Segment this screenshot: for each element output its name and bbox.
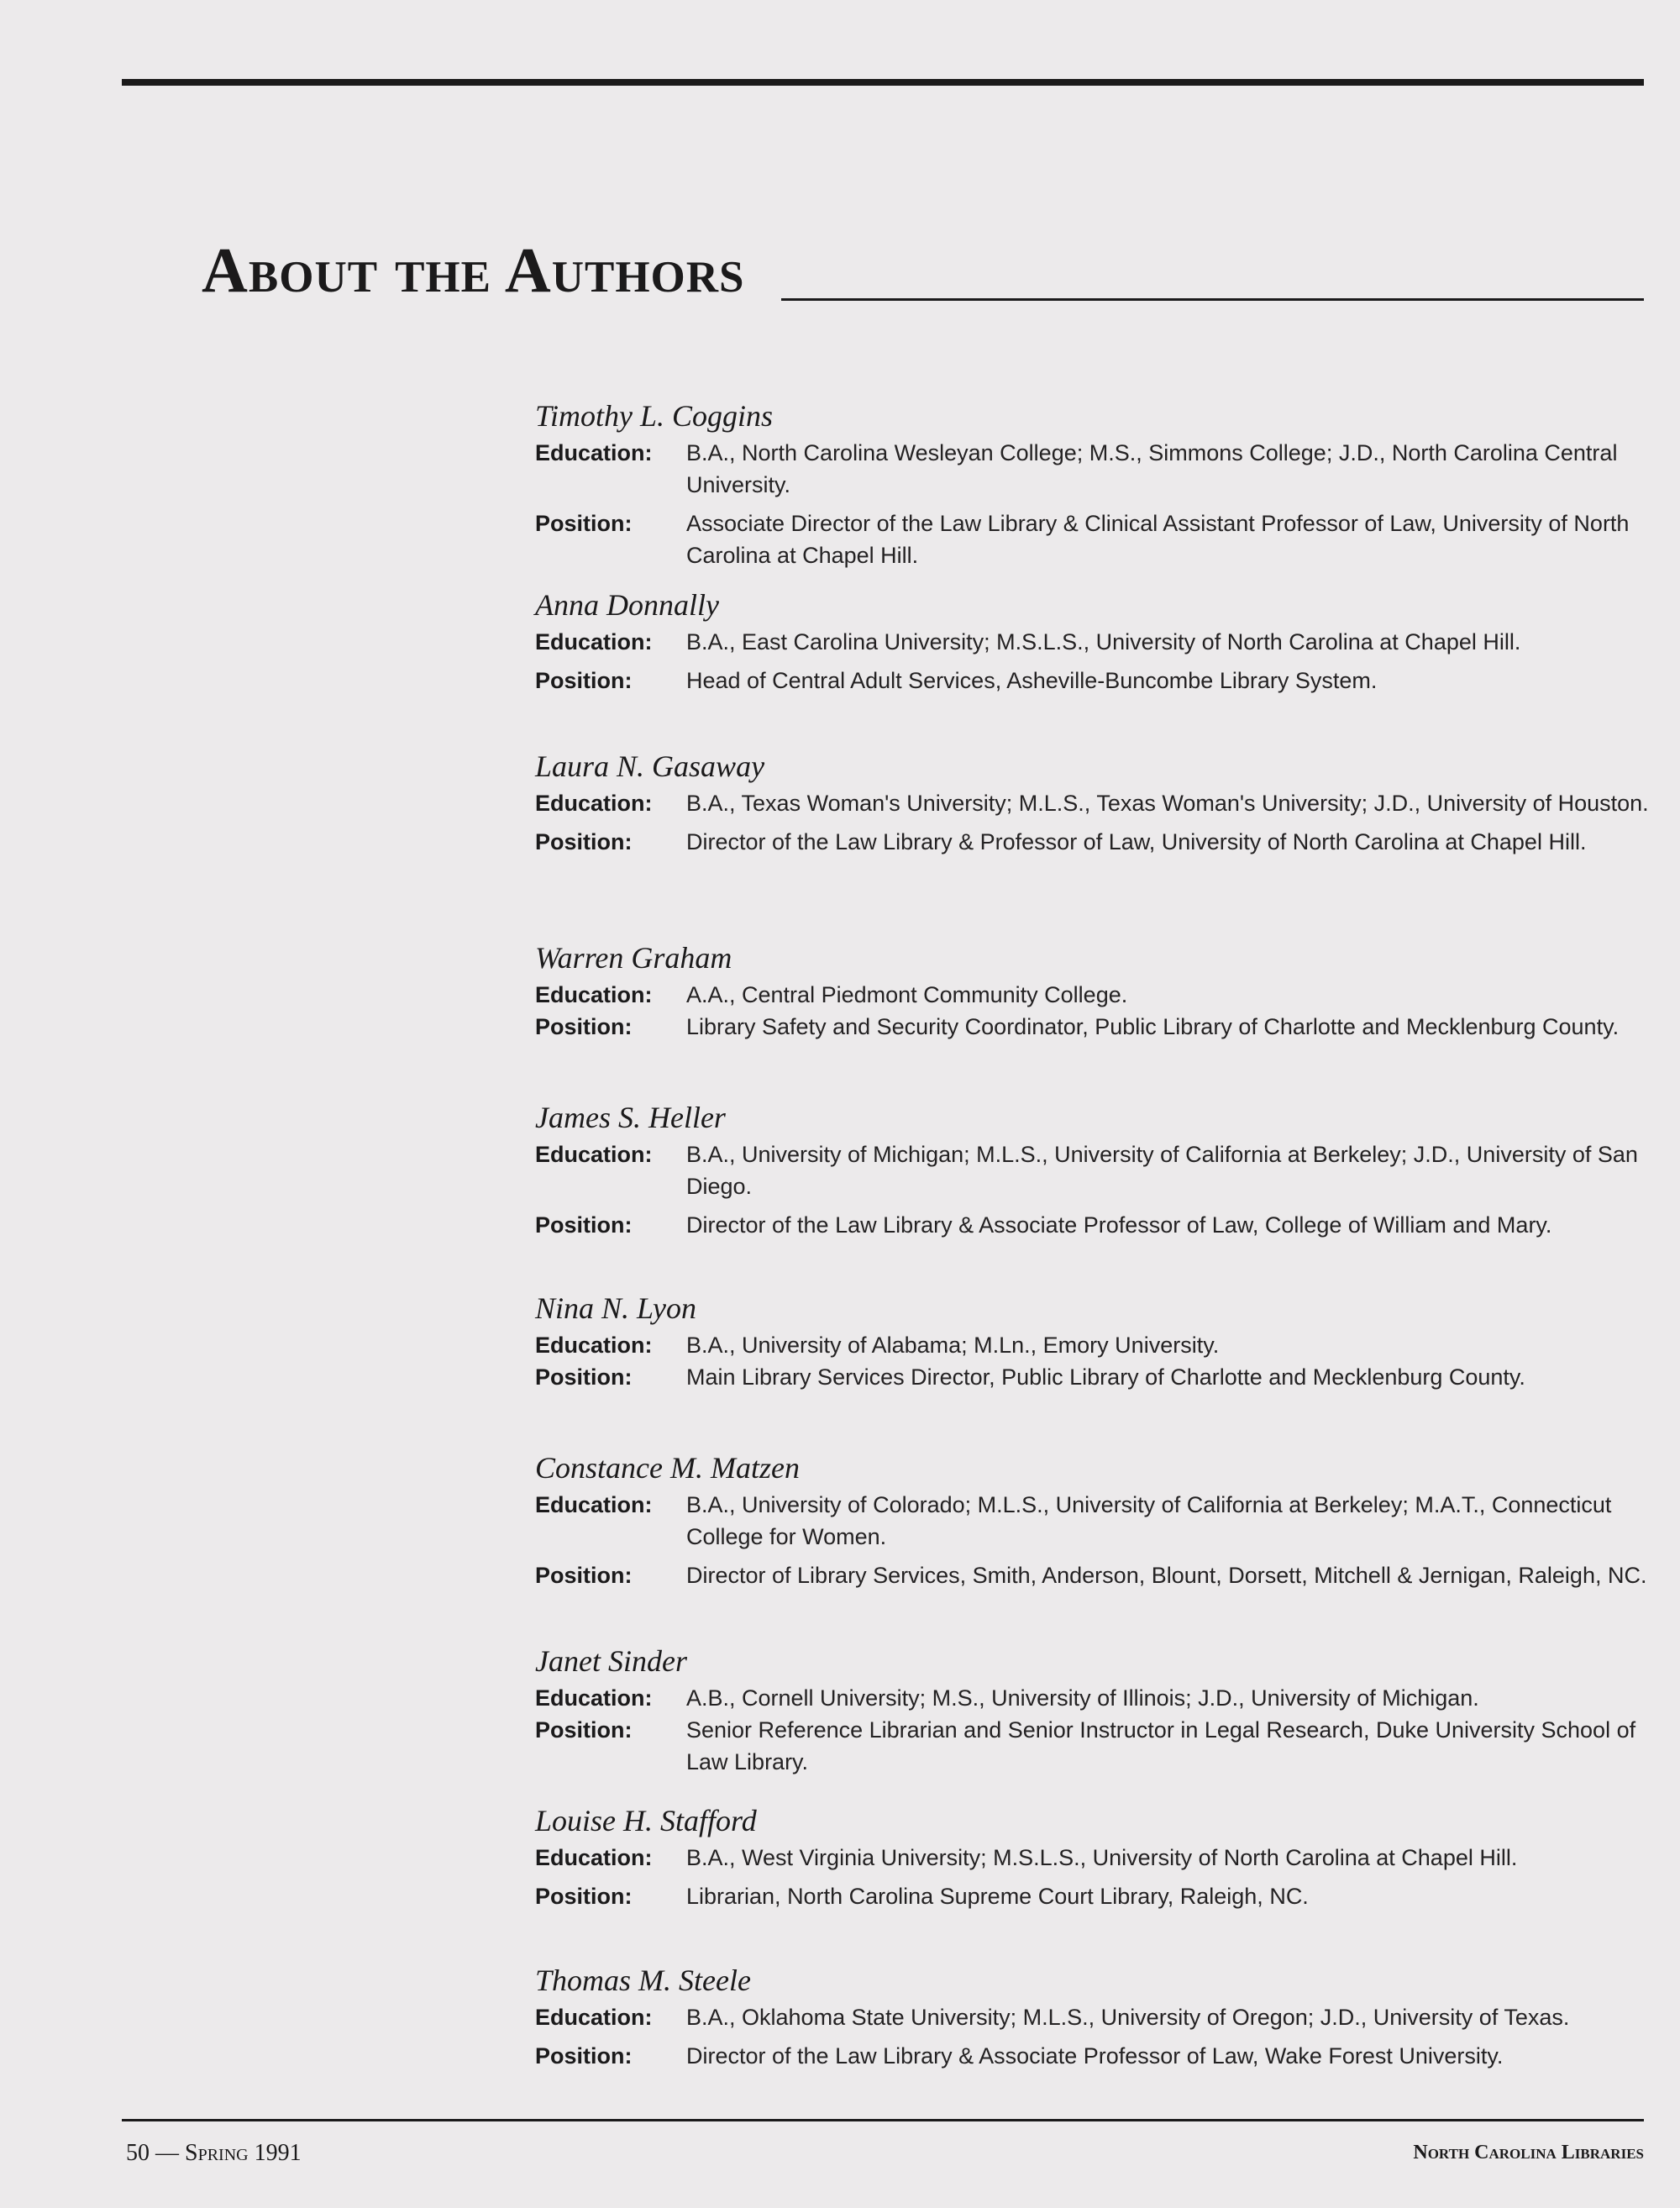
education-value: A.B., Cornell University; M.S., University of Illinois; J.D., University of Michigan. — [686, 1685, 1479, 1711]
education-row — [535, 787, 1649, 819]
education-row — [535, 1138, 1652, 1202]
author-name: Anna Donnally — [535, 588, 719, 622]
position-label: Position: — [535, 2043, 633, 2069]
education-row — [535, 1489, 1652, 1553]
position-label: Position: — [535, 1884, 633, 1909]
author-entry — [535, 584, 1520, 697]
position-value: Librarian, North Carolina Supreme Court Library, Raleigh, NC. — [686, 1884, 1309, 1909]
education-label: Education: — [535, 2005, 653, 2030]
bottom-rule — [122, 2119, 1644, 2121]
education-label: Education: — [535, 1685, 653, 1711]
position-label: Position: — [535, 668, 633, 693]
education-value: B.A., Oklahoma State University; M.L.S., University of Oregon; J.D., University of Texas. — [686, 2005, 1570, 2030]
author-name: Louise H. Stafford — [535, 1804, 757, 1837]
education-value: B.A., West Virginia University; M.S.L.S., University of North Carolina at Chapel Hill. — [686, 1845, 1518, 1870]
publication-name: North Carolina Libraries — [1413, 2142, 1644, 2163]
education-label: Education: — [535, 440, 653, 465]
position-label: Position: — [535, 829, 633, 854]
education-value: B.A., University of Colorado; M.L.S., University of California at Berkeley; M.A.T., Connecticut College for Women. — [686, 1492, 1612, 1549]
education-label: Education: — [535, 629, 653, 655]
education-row — [535, 1842, 1517, 1874]
position-label: Position: — [535, 1563, 633, 1588]
education-label: Education: — [535, 982, 653, 1007]
education-value: B.A., North Carolina Wesleyan College; M.S., Simmons College; J.D., North Carolina Central University. — [686, 440, 1618, 497]
author-entry — [535, 1640, 1652, 1778]
position-row — [535, 507, 1652, 571]
position-label: Position: — [535, 1212, 633, 1238]
position-label: Position: — [535, 1364, 633, 1390]
author-entry — [535, 1959, 1569, 2072]
author-name: Warren Graham — [535, 941, 732, 975]
position-row — [535, 2040, 1569, 2072]
author-name: Laura N. Gasaway — [535, 749, 765, 783]
page-number: 50 — Spring 1991 — [126, 2140, 302, 2166]
position-row — [535, 1559, 1652, 1591]
education-value: A.A., Central Piedmont Community College. — [686, 982, 1128, 1007]
position-label: Position: — [535, 1014, 633, 1039]
author-entry — [535, 745, 1649, 858]
author-entry — [535, 937, 1619, 1043]
title-rule — [781, 298, 1644, 301]
position-value: Director of the Law Library & Professor of Law, University of North Carolina at Chapel Hill. — [686, 829, 1587, 854]
position-row — [535, 1880, 1517, 1912]
author-entry — [535, 1287, 1525, 1393]
education-label: Education: — [535, 1845, 653, 1870]
education-row — [535, 437, 1652, 501]
author-entry — [535, 1800, 1517, 1912]
education-label: Education: — [535, 1333, 653, 1358]
position-value: Library Safety and Security Coordinator, Public Library of Charlotte and Mecklenburg County. — [686, 1014, 1620, 1039]
education-value: B.A., Texas Woman's University; M.L.S., Texas Woman's University; J.D., University of Houston. — [686, 791, 1649, 816]
author-entry — [535, 1096, 1652, 1241]
author-name: Janet Sinder — [535, 1644, 687, 1678]
position-row — [535, 1714, 1652, 1778]
education-value: B.A., East Carolina University; M.S.L.S., University of North Carolina at Chapel Hill. — [686, 629, 1521, 655]
position-row — [535, 826, 1649, 858]
education-label: Education: — [535, 1492, 653, 1517]
author-name: Thomas M. Steele — [535, 1964, 751, 1997]
education-label: Education: — [535, 1142, 653, 1167]
author-entry — [535, 1447, 1652, 1591]
education-row — [535, 626, 1520, 658]
education-value: B.A., University of Alabama; M.Ln., Emory University. — [686, 1333, 1220, 1358]
position-label: Position: — [535, 1717, 633, 1743]
position-value: Director of Library Services, Smith, Anderson, Blount, Dorsett, Mitchell & Jernigan, Raleigh, NC. — [686, 1563, 1647, 1588]
position-row — [535, 665, 1520, 697]
position-row — [535, 1209, 1652, 1241]
position-row — [535, 1011, 1619, 1043]
education-row — [535, 1329, 1525, 1361]
position-value: Head of Central Adult Services, Asheville-Buncombe Library System. — [686, 668, 1378, 693]
education-label: Education: — [535, 791, 653, 816]
education-value: B.A., University of Michigan; M.L.S., University of California at Berkeley; J.D., University of San Diego. — [686, 1142, 1638, 1199]
position-value: Senior Reference Librarian and Senior Instructor in Legal Research, Duke University School of Law Library. — [686, 1717, 1636, 1774]
education-row — [535, 2001, 1569, 2033]
author-name: Constance M. Matzen — [535, 1451, 800, 1485]
author-name: James S. Heller — [535, 1101, 726, 1134]
education-row — [535, 1682, 1652, 1714]
education-row — [535, 979, 1619, 1011]
position-row — [535, 1361, 1525, 1393]
title-row — [202, 237, 1644, 304]
author-entry — [535, 395, 1652, 571]
position-value: Director of the Law Library & Associate Professor of Law, Wake Forest University. — [686, 2043, 1504, 2069]
position-value: Main Library Services Director, Public Library of Charlotte and Mecklenburg County. — [686, 1364, 1525, 1390]
position-label: Position: — [535, 511, 633, 536]
page-title: About the Authors — [202, 235, 745, 306]
author-name: Nina N. Lyon — [535, 1291, 696, 1325]
author-name: Timothy L. Coggins — [535, 399, 774, 433]
position-value: Associate Director of the Law Library & Clinical Assistant Professor of Law, University of North Carolina at Chapel Hill. — [686, 511, 1630, 568]
top-rule — [122, 79, 1644, 86]
position-value: Director of the Law Library & Associate Professor of Law, College of William and Mary. — [686, 1212, 1552, 1238]
